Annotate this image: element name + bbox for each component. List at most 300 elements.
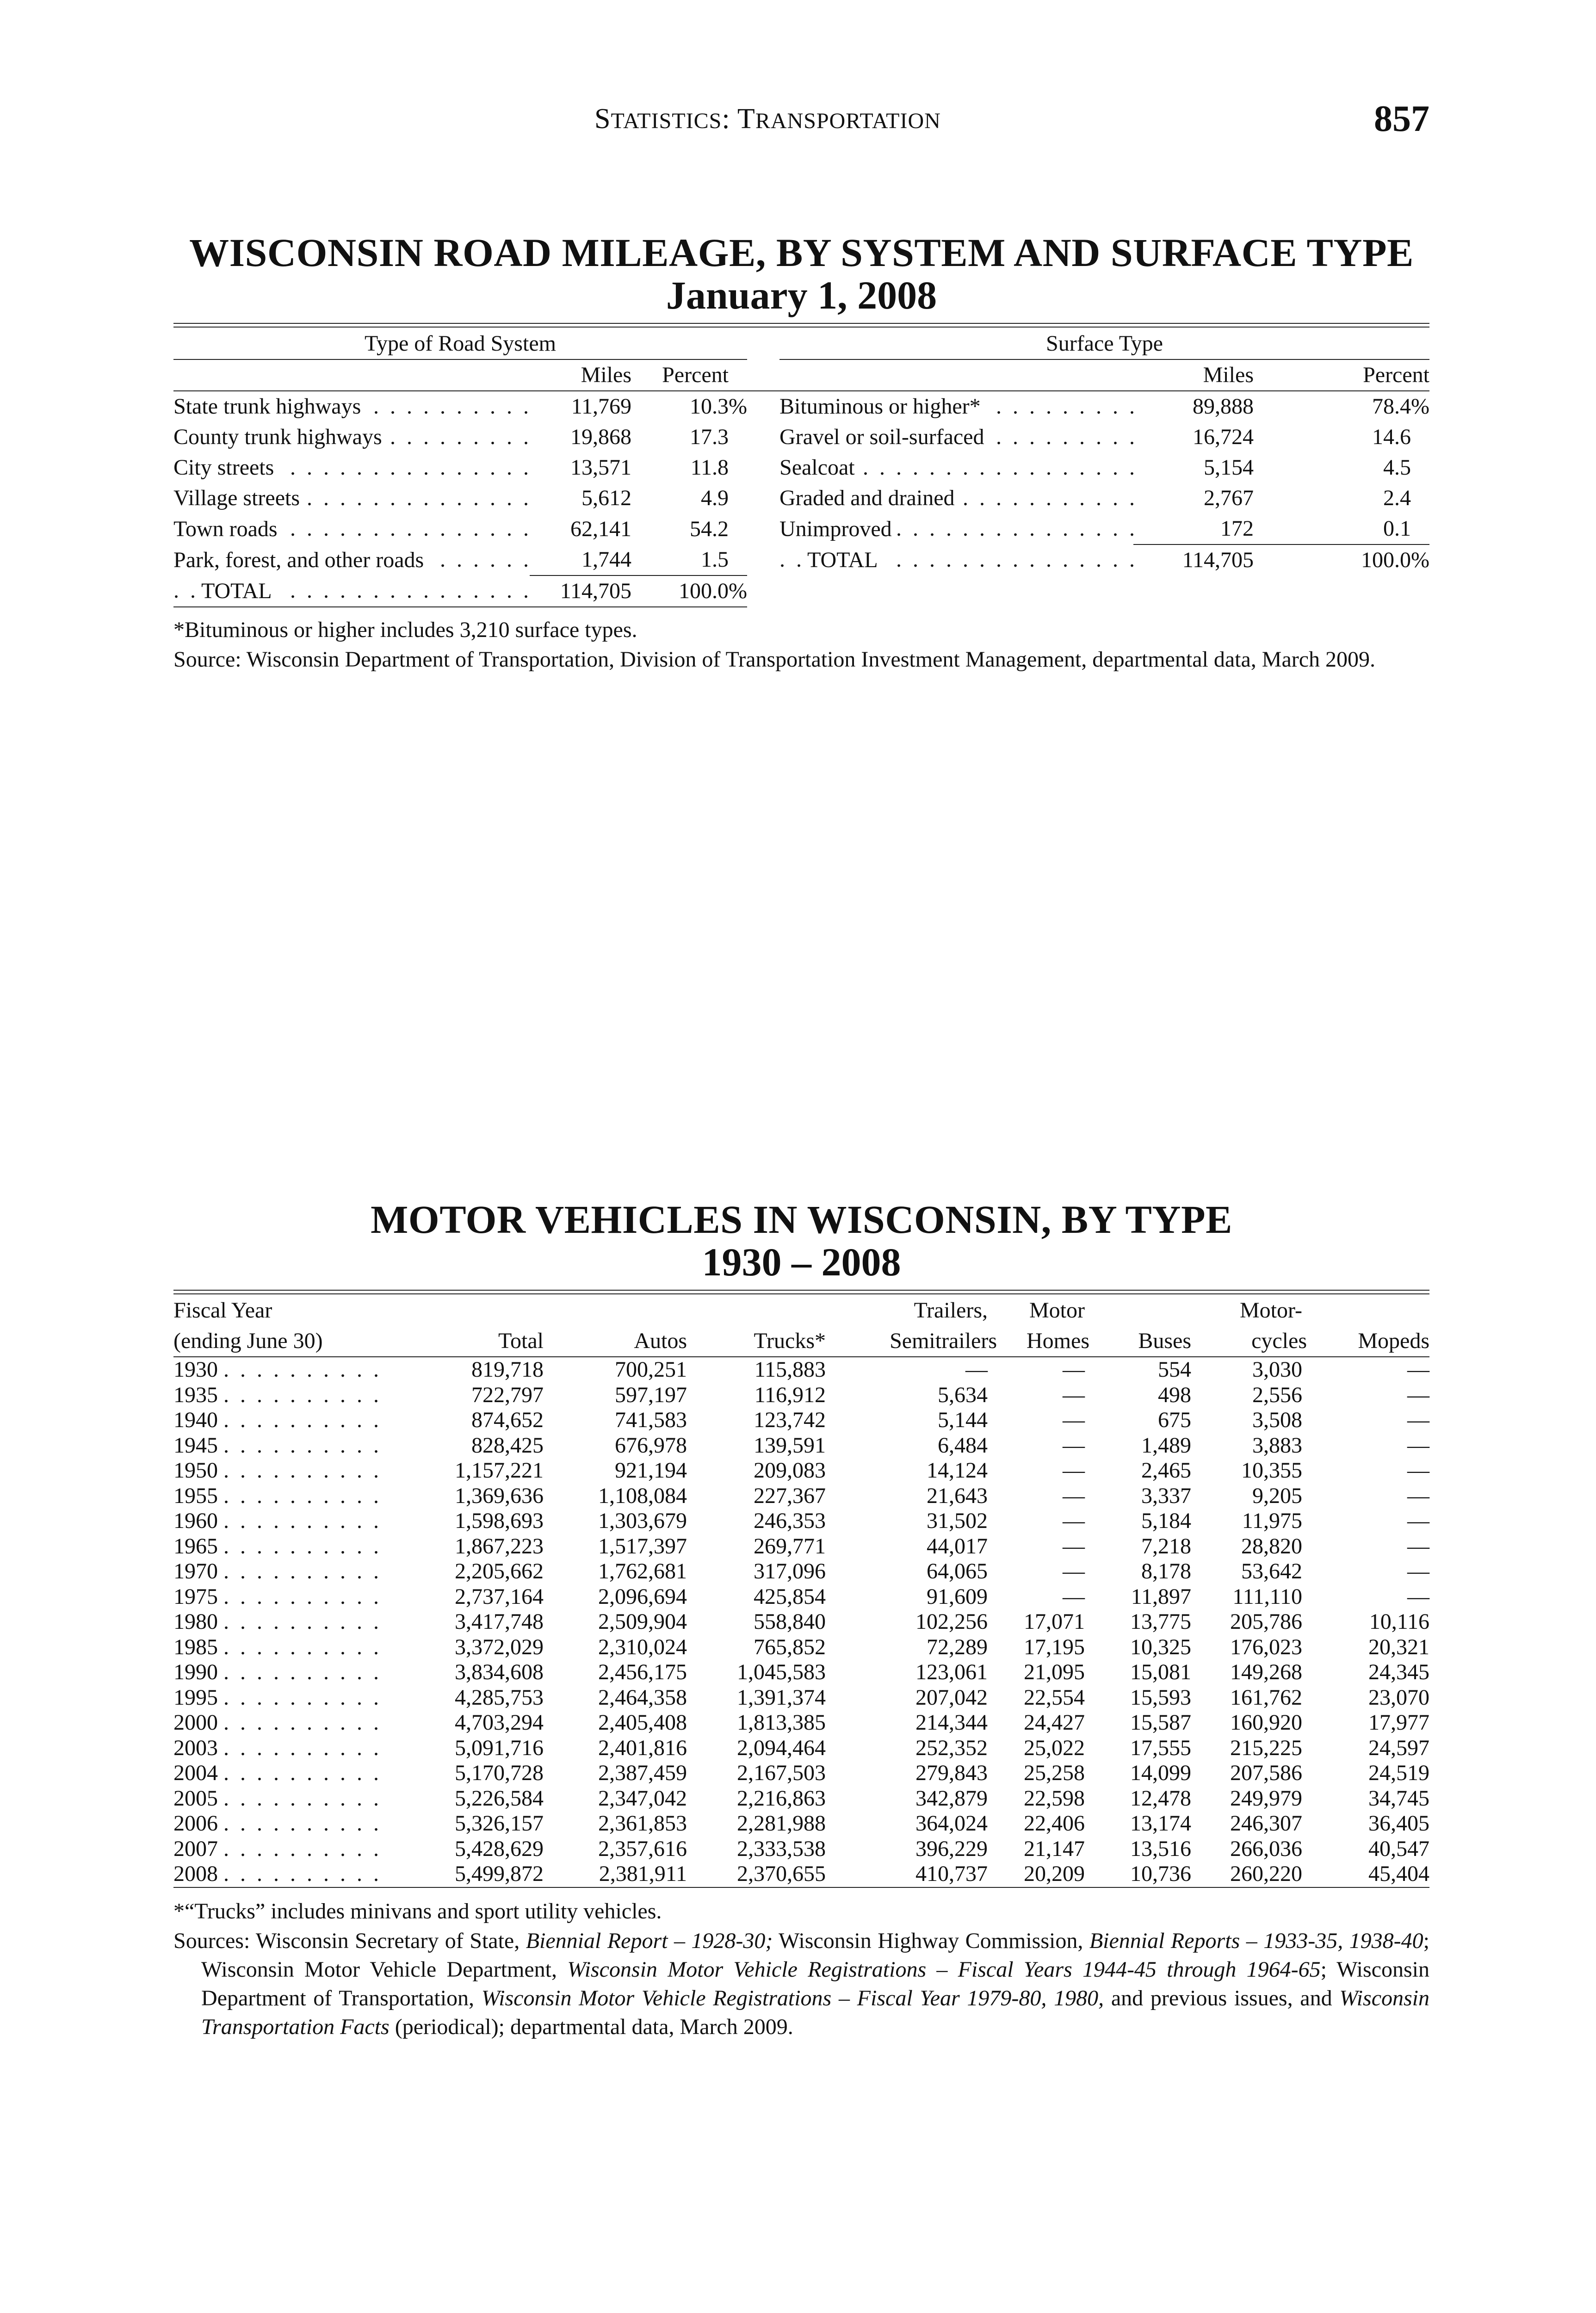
motor-vehicles-sources	[173, 1927, 1429, 2041]
table-cell: 2,216,863	[737, 1786, 826, 1811]
table-cell: 12,478	[1130, 1786, 1191, 1811]
table-cell: 554	[1158, 1357, 1191, 1382]
table-cell: 53,642	[1241, 1559, 1302, 1583]
cell-miles: 11,769	[571, 394, 631, 419]
col-header: cycles	[1251, 1329, 1307, 1353]
sources-segment: Wisconsin Highway Commission,	[773, 1928, 1089, 1953]
table-cell: 64,065	[927, 1559, 988, 1583]
table-cell: 4,285,753	[455, 1685, 544, 1710]
table-cell: 22,554	[1024, 1685, 1085, 1710]
cell-percent: 10.3%	[690, 394, 747, 419]
table-cell: 8,178	[1141, 1559, 1191, 1583]
row-label: Park, forest, and other roads	[173, 548, 429, 572]
table-cell: 765,852	[754, 1634, 826, 1659]
table-cell: 5,428,629	[455, 1836, 544, 1861]
page-number: 857	[1374, 99, 1429, 139]
table-cell: 11,975	[1242, 1509, 1302, 1533]
table-cell: 1,369,636	[455, 1483, 544, 1508]
row-label: 1935	[173, 1383, 223, 1407]
row-label: 1975	[173, 1584, 223, 1609]
cell-miles: 172	[1133, 513, 1254, 544]
table-cell: 246,307	[1230, 1811, 1302, 1836]
table-cell: 40,547	[1368, 1836, 1429, 1861]
table-cell: —	[1407, 1483, 1429, 1508]
table-cell: 160,920	[1230, 1710, 1302, 1735]
row-label: 1955	[173, 1484, 223, 1508]
table-cell: 7,218	[1141, 1534, 1191, 1558]
table-cell: 17,555	[1130, 1735, 1191, 1760]
table-cell: 139,591	[754, 1433, 826, 1458]
table-row	[173, 1635, 1429, 1660]
motor-vehicles-body	[173, 1357, 1429, 1887]
table-cell: 1,517,397	[598, 1534, 687, 1558]
table-cell: —	[1063, 1408, 1085, 1432]
table-row	[173, 1761, 1429, 1786]
table-cell: 45,404	[1368, 1862, 1429, 1886]
table-row	[173, 1408, 1429, 1433]
column-header-row	[173, 359, 1429, 391]
table-cell: 25,258	[1024, 1761, 1085, 1785]
table-cell: —	[965, 1357, 988, 1382]
group-header-row	[173, 328, 1429, 359]
row-label: 1990	[173, 1660, 223, 1684]
table-cell: —	[1407, 1559, 1429, 1583]
table-cell: 25,022	[1024, 1735, 1085, 1760]
cell-percent: 14.6	[1372, 425, 1411, 449]
table-cell: —	[1407, 1357, 1429, 1382]
table-cell: 874,652	[471, 1408, 544, 1432]
table-cell: 10,736	[1130, 1862, 1191, 1886]
table-cell: 24,345	[1368, 1660, 1429, 1684]
cell-percent: 11.8	[690, 455, 729, 480]
table-cell: 13,775	[1130, 1609, 1191, 1634]
road-mileage-footnote: *Bituminous or higher includes 3,210 surface types.	[173, 618, 637, 642]
table-cell: —	[1407, 1408, 1429, 1432]
table-cell: 14,124	[927, 1458, 988, 1483]
row-label: 1930	[173, 1357, 223, 1382]
table-cell: 10,116	[1369, 1609, 1429, 1634]
table-cell: 11,897	[1131, 1584, 1191, 1609]
table-cell: 700,251	[615, 1357, 687, 1382]
table-row	[173, 1509, 1429, 1534]
table-cell: 15,081	[1130, 1660, 1191, 1684]
cell-miles: 5,612	[581, 486, 631, 510]
table-cell: 2,281,988	[737, 1811, 826, 1836]
table-cell: —	[1063, 1534, 1085, 1558]
table-cell: 3,337	[1141, 1483, 1191, 1508]
total-miles: 114,705	[1182, 548, 1254, 572]
col-header: Autos	[634, 1329, 687, 1353]
table-cell: 20,209	[1024, 1862, 1085, 1886]
running-title	[594, 103, 941, 136]
row-label: State trunk highways	[173, 394, 366, 419]
table-cell: —	[1063, 1458, 1085, 1483]
table-cell: 207,586	[1230, 1761, 1302, 1785]
table-cell: 921,194	[615, 1458, 687, 1483]
table-cell: 498	[1158, 1382, 1191, 1407]
cell-percent: 17.3	[690, 425, 729, 449]
table-cell: 2,361,853	[598, 1811, 687, 1836]
col-header: Motor	[1029, 1298, 1085, 1323]
table-cell: 2,556	[1252, 1382, 1302, 1407]
table-row	[173, 1862, 1429, 1887]
table-cell: 3,834,608	[455, 1660, 544, 1684]
table-cell: 24,519	[1368, 1761, 1429, 1785]
table-cell: 1,867,223	[455, 1534, 544, 1558]
running-title-part: S	[594, 103, 611, 135]
table-cell: —	[1407, 1509, 1429, 1533]
row-label: City streets	[173, 455, 279, 480]
table-cell: 260,220	[1230, 1862, 1302, 1886]
table-row	[173, 483, 1429, 513]
table-cell: 2,167,503	[737, 1761, 826, 1785]
table-cell: 396,229	[916, 1836, 988, 1861]
table-cell: 214,344	[916, 1710, 988, 1735]
table-cell: 115,883	[754, 1357, 826, 1382]
table-cell: 36,405	[1368, 1811, 1429, 1836]
table-cell: —	[1063, 1509, 1085, 1533]
table-row	[173, 1458, 1429, 1484]
table-row	[173, 1357, 1429, 1383]
row-label: 2008	[173, 1862, 223, 1886]
table-row	[173, 1710, 1429, 1736]
row-label: 1940	[173, 1408, 223, 1432]
col-header-percent: Percent	[1363, 363, 1429, 387]
right-group-header: Surface Type	[779, 328, 1429, 359]
table-cell: —	[1063, 1357, 1085, 1382]
table-cell: 15,593	[1130, 1685, 1191, 1710]
road-mileage-source: Source: Wisconsin Department of Transportation, Division of Transportation Investment Management, departmental data, March 2009.	[173, 647, 1376, 672]
table-cell: 5,634	[938, 1382, 988, 1407]
table-cell: 425,854	[754, 1584, 826, 1609]
table-cell: 2,456,175	[598, 1660, 687, 1684]
table-row	[173, 575, 1429, 607]
row-label: Town roads	[173, 517, 283, 541]
row-label: 2006	[173, 1811, 223, 1836]
table-cell: 2,310,024	[598, 1634, 687, 1659]
header-row-bottom	[173, 1326, 1429, 1357]
table-cell: 2,381,911	[599, 1862, 687, 1886]
table-row	[173, 1534, 1429, 1559]
total-percent: 100.0%	[679, 579, 747, 603]
table-cell: 10,325	[1130, 1634, 1191, 1659]
motor-vehicles-section	[173, 1198, 1429, 2041]
table-cell: 23,070	[1368, 1685, 1429, 1710]
table-cell: 722,797	[471, 1382, 544, 1407]
running-title-part: : T	[722, 103, 755, 135]
row-label: 1980	[173, 1609, 223, 1634]
motor-vehicles-footnote: *“Trucks” includes minivans and sport utility vehicles.	[173, 1899, 662, 1923]
table-cell: 116,912	[754, 1382, 826, 1407]
table-cell: 246,353	[754, 1509, 826, 1533]
col-header: (ending June 30)	[173, 1329, 323, 1353]
table-cell: 17,977	[1368, 1710, 1429, 1735]
table-cell: 252,352	[916, 1735, 988, 1760]
table-cell: 2,370,655	[737, 1862, 826, 1886]
table-cell: 1,303,679	[598, 1509, 687, 1533]
table-cell: 269,771	[754, 1534, 826, 1558]
table-cell: 1,598,693	[455, 1509, 544, 1533]
row-label: 1950	[173, 1458, 223, 1483]
table-cell: 13,516	[1130, 1836, 1191, 1861]
table-cell: 3,883	[1252, 1433, 1302, 1458]
total-miles: 114,705	[560, 579, 631, 603]
table-cell: 1,813,385	[737, 1710, 826, 1735]
table-cell: 5,499,872	[455, 1862, 544, 1886]
motor-vehicles-table	[173, 1295, 1429, 1888]
row-label: Unimproved	[779, 517, 897, 541]
table-cell: 2,347,042	[598, 1786, 687, 1811]
table-cell: 5,226,584	[455, 1786, 544, 1811]
table-row	[173, 1685, 1429, 1711]
sources-segment: Wisconsin Motor Vehicle Registrations – Fiscal Year 1979-80, 1980,	[481, 1985, 1104, 2010]
table-cell: 317,096	[754, 1559, 826, 1583]
table-cell: 24,597	[1368, 1735, 1429, 1760]
row-label: Village streets	[173, 486, 305, 510]
table-cell: 17,195	[1024, 1634, 1085, 1659]
cell-miles: 19,868	[570, 425, 631, 449]
table-cell: 123,742	[754, 1408, 826, 1432]
table-cell: 558,840	[754, 1609, 826, 1634]
sources-segment: Wisconsin Motor Vehicle Registrations – Fiscal Years 1944-45 through 1964-65	[567, 1957, 1321, 1982]
running-head	[0, 99, 1596, 140]
table-row	[173, 1811, 1429, 1837]
motor-vehicles-title: MOTOR VEHICLES IN WISCONSIN, BY TYPE	[371, 1197, 1232, 1242]
table-cell: 2,465	[1141, 1458, 1191, 1483]
col-header-miles: Miles	[1203, 363, 1254, 387]
cell-percent: 2.4	[1383, 486, 1411, 510]
table-cell: 22,406	[1024, 1811, 1085, 1836]
table-cell: 176,023	[1230, 1634, 1302, 1659]
table-row	[173, 1660, 1429, 1685]
table-row	[173, 422, 1429, 452]
table-cell: 819,718	[471, 1357, 544, 1382]
cell-miles: 89,888	[1193, 394, 1254, 419]
table-cell: 1,391,374	[737, 1685, 826, 1710]
row-label: County trunk highways	[173, 425, 388, 449]
table-cell: 22,598	[1024, 1786, 1085, 1811]
table-cell: 675	[1158, 1408, 1191, 1432]
cell-miles: 13,571	[570, 455, 631, 480]
table-cell: 21,147	[1024, 1836, 1085, 1861]
table-cell: 2,401,816	[598, 1735, 687, 1760]
table-cell: —	[1063, 1483, 1085, 1508]
table-cell: 6,484	[938, 1433, 988, 1458]
row-label: Bituminous or higher*	[779, 394, 986, 419]
table-cell: 111,110	[1232, 1584, 1302, 1609]
table-cell: 2,737,164	[455, 1584, 544, 1609]
table-cell: 5,170,728	[455, 1761, 544, 1785]
table-cell: 1,045,583	[737, 1660, 826, 1684]
row-label: 1945	[173, 1433, 223, 1458]
row-label: 1960	[173, 1509, 223, 1533]
table-cell: 2,096,694	[598, 1584, 687, 1609]
table-cell: 149,268	[1230, 1660, 1302, 1684]
table-cell: 207,042	[916, 1685, 988, 1710]
table-cell: 5,184	[1141, 1509, 1191, 1533]
col-header: Trailers,	[914, 1298, 988, 1323]
table-cell: 9,205	[1252, 1483, 1302, 1508]
table-cell: 209,083	[754, 1458, 826, 1483]
table-cell: 5,326,157	[455, 1811, 544, 1836]
table-cell: 2,094,464	[737, 1735, 826, 1760]
sources-segment: Biennial Reports – 1933-35, 1938-40	[1089, 1928, 1423, 1953]
col-header-miles: Miles	[581, 363, 631, 387]
table-cell: 102,256	[916, 1609, 988, 1634]
table-row	[173, 544, 1429, 575]
table-cell: 24,427	[1024, 1710, 1085, 1735]
table-cell: 828,425	[471, 1433, 544, 1458]
table-row	[173, 513, 1429, 544]
cell-percent: 1.5	[631, 544, 747, 575]
table-cell: —	[1407, 1458, 1429, 1483]
cell-percent: 4.9	[701, 486, 729, 510]
table-cell: 2,464,358	[598, 1685, 687, 1710]
row-label: 2007	[173, 1837, 223, 1861]
table-row	[173, 391, 1429, 422]
table-cell: 21,643	[927, 1483, 988, 1508]
table-cell: —	[1407, 1382, 1429, 1407]
table-cell: 5,091,716	[455, 1735, 544, 1760]
table-cell: 1,762,681	[598, 1559, 687, 1583]
header-row-top	[173, 1295, 1429, 1326]
table-cell: 215,225	[1230, 1735, 1302, 1760]
double-rule	[173, 323, 1429, 328]
sources-segment: and previous issues, and	[1104, 1985, 1340, 2010]
table-cell: 3,372,029	[455, 1634, 544, 1659]
cell-miles: 1,744	[530, 544, 631, 575]
cell-percent: 4.5	[1383, 455, 1411, 480]
table-cell: —	[1407, 1534, 1429, 1558]
sources-segment: (periodical); departmental data, March 2009.	[389, 2014, 793, 2039]
table-cell: 14,099	[1130, 1761, 1191, 1785]
table-row	[173, 1559, 1429, 1584]
table-cell: —	[1063, 1433, 1085, 1458]
double-rule	[173, 1290, 1429, 1294]
table-cell: —	[1407, 1584, 1429, 1609]
cell-miles: 5,154	[1204, 455, 1254, 480]
running-title-part: TATISTICS	[611, 109, 722, 133]
table-cell: 3,417,748	[455, 1609, 544, 1634]
table-cell: 364,024	[916, 1811, 988, 1836]
col-header-percent: Percent	[662, 363, 729, 387]
table-cell: 2,357,616	[598, 1836, 687, 1861]
col-header: Buses	[1138, 1329, 1191, 1353]
table-cell: 2,387,459	[598, 1761, 687, 1785]
table-cell: 342,879	[916, 1786, 988, 1811]
road-mileage-title: WISCONSIN ROAD MILEAGE, BY SYSTEM AND SURFACE TYPE	[189, 230, 1414, 275]
table-cell: 17,071	[1024, 1609, 1085, 1634]
table-cell: 28,820	[1241, 1534, 1302, 1558]
table-row	[173, 1786, 1429, 1812]
table-row	[173, 1484, 1429, 1509]
table-cell: 72,289	[927, 1634, 988, 1659]
table-cell: 2,405,408	[598, 1710, 687, 1735]
col-header: Total	[498, 1329, 544, 1353]
table-cell: 2,509,904	[598, 1609, 687, 1634]
cell-percent: 54.2	[690, 516, 729, 541]
table-cell: 205,786	[1230, 1609, 1302, 1634]
col-header: Trucks*	[754, 1329, 826, 1353]
col-header: Homes	[1027, 1329, 1089, 1353]
table-cell: 2,333,538	[737, 1836, 826, 1861]
table-cell: 3,508	[1252, 1408, 1302, 1432]
table-row	[173, 1736, 1429, 1761]
table-cell: 34,745	[1368, 1786, 1429, 1811]
running-title-part: RANSPORTATION	[755, 109, 941, 133]
table-row	[173, 1609, 1429, 1635]
table-row	[173, 1383, 1429, 1408]
table-cell: 3,030	[1252, 1357, 1302, 1382]
sources-segment: ; Wisconsin Motor Vehicle Department,	[201, 1928, 1429, 1982]
table-cell: —	[1063, 1559, 1085, 1583]
table-cell: 227,367	[754, 1483, 826, 1508]
row-label: 2000	[173, 1710, 223, 1735]
row-label: Sealcoat	[779, 455, 860, 480]
table-cell: 21,095	[1024, 1660, 1085, 1684]
row-label: 1985	[173, 1635, 223, 1659]
total-label: TOTAL	[201, 579, 278, 603]
sources-segment: Sources: Wisconsin Secretary of State,	[173, 1928, 526, 1953]
left-group-header: Type of Road System	[173, 328, 747, 359]
road-mileage-subtitle: January 1, 2008	[666, 273, 937, 317]
table-cell: —	[1407, 1433, 1429, 1458]
col-header: Semitrailers	[890, 1329, 997, 1353]
row-label: Gravel or soil-surfaced	[779, 425, 990, 449]
table-cell: 15,587	[1130, 1710, 1191, 1735]
table-row	[173, 1584, 1429, 1610]
row-label: 2003	[173, 1736, 223, 1760]
row-label: 1995	[173, 1685, 223, 1710]
road-mileage-table	[173, 328, 1429, 607]
row-label: 2004	[173, 1761, 223, 1785]
table-cell: 1,157,221	[455, 1458, 544, 1483]
table-cell: 676,978	[615, 1433, 687, 1458]
road-mileage-section	[173, 231, 1429, 674]
total-label: TOTAL	[807, 548, 884, 572]
cell-percent: 78.4%	[1372, 394, 1429, 419]
cell-miles: 62,141	[570, 516, 631, 541]
table-cell: 1,489	[1141, 1433, 1191, 1458]
table-cell: 597,197	[615, 1382, 687, 1407]
table-cell: 1,108,084	[598, 1483, 687, 1508]
row-label: Graded and drained	[779, 486, 960, 510]
table-cell: 279,843	[916, 1761, 988, 1785]
col-header: Fiscal Year	[173, 1298, 272, 1323]
table-cell: 410,737	[916, 1862, 988, 1886]
sources-segment: Wisconsin Transportation Facts	[201, 1985, 1430, 2039]
row-label: 2005	[173, 1786, 223, 1811]
cell-percent: 0.1	[1254, 513, 1429, 544]
motor-vehicles-subtitle: 1930 – 2008	[702, 1240, 901, 1284]
table-row	[173, 1837, 1429, 1862]
table-cell: 266,036	[1230, 1836, 1302, 1861]
cell-miles: 16,724	[1193, 425, 1254, 449]
table-cell: 161,762	[1230, 1685, 1302, 1710]
table-cell: 5,144	[938, 1408, 988, 1432]
sources-segment: Biennial Report – 1928-30;	[526, 1928, 773, 1953]
row-label: 1970	[173, 1559, 223, 1583]
table-cell: 10,355	[1241, 1458, 1302, 1483]
row-label: 1965	[173, 1534, 223, 1558]
sources-segment: ; Wisconsin Department of Transportation,	[201, 1957, 1429, 2010]
col-header: Mopeds	[1358, 1329, 1429, 1353]
table-row	[173, 1433, 1429, 1459]
table-cell: —	[1063, 1382, 1085, 1407]
table-cell: 13,174	[1130, 1811, 1191, 1836]
total-percent: 100.0%	[1361, 548, 1429, 572]
table-cell: 20,321	[1368, 1634, 1429, 1659]
